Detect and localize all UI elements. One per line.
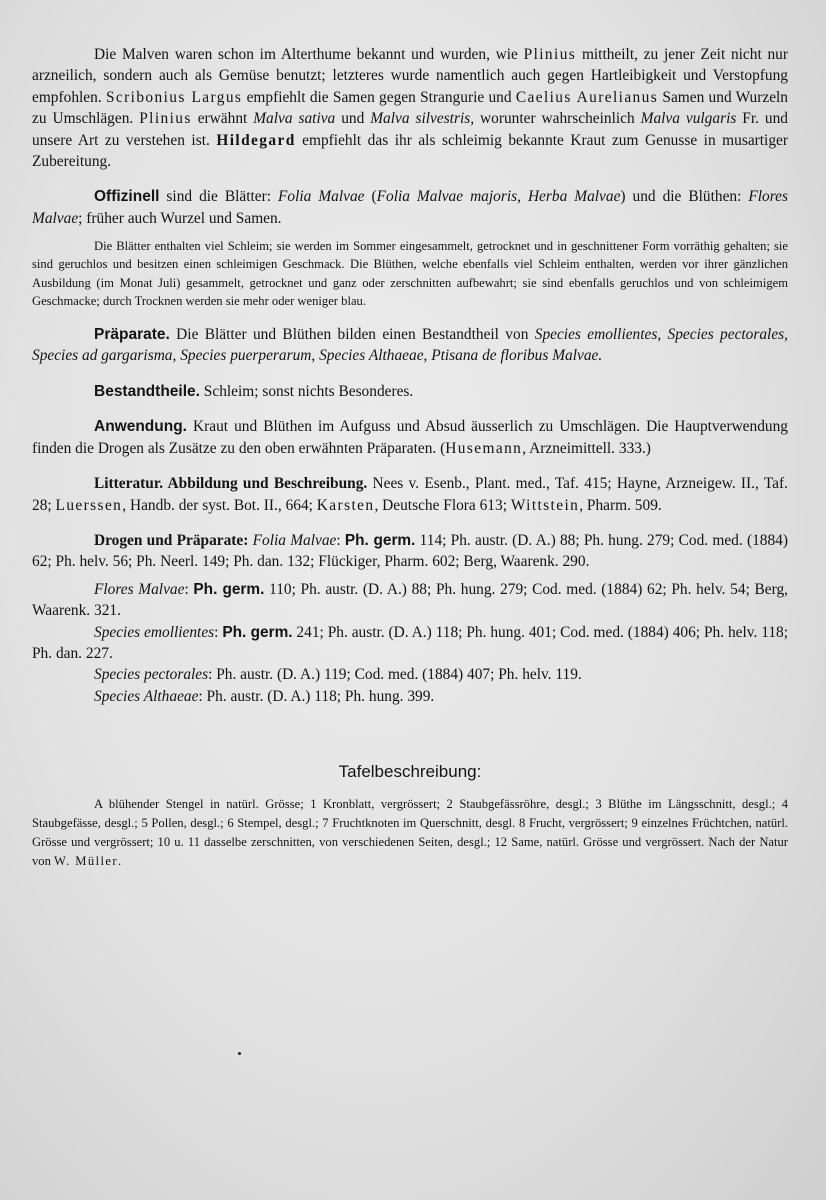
text: Die Blätter und Blüthen bilden einen Bestandtheil von	[169, 326, 535, 344]
author-name: W. Müller	[54, 853, 118, 868]
section-heading: Drogen und Präparate:	[94, 531, 249, 549]
text: erwähnt	[191, 110, 254, 128]
text: Die Malven waren schon im Alterthume bekannt und wurden, wie	[94, 46, 524, 63]
text: Fr. und unsere Art zu verstehen ist.	[32, 110, 788, 149]
text: sind die Blätter:	[159, 188, 279, 206]
plate-description-paragraph	[32, 795, 788, 871]
text: empfiehlt die Samen gegen Strangurie und	[242, 88, 516, 106]
text: 241; Ph. austr. (D. A.) 118; Ph. hung. 401; Cod. med. (1884) 406; Ph. helv. 118; Ph. dan. 227.	[32, 623, 789, 662]
species-name: Malva sativa	[253, 110, 336, 128]
text: worunter wahrscheinlich	[474, 110, 641, 128]
text: Schleim; sonst nichts Besonderes.	[199, 382, 414, 400]
bestandtheile-paragraph	[32, 381, 788, 402]
praeparate-paragraph	[32, 324, 788, 367]
text: 114; Ph. austr. (D. A.) 88; Ph. hung. 279; Cod. med. (1884) 62; Ph. helv. 56; Ph. Neerl. 149; Ph. dan. 132; Flückiger, Pharm. 602; Berg, Waarenk. 290.	[32, 531, 788, 571]
intro-paragraph	[32, 44, 788, 172]
text: : Ph. austr. (D. A.) 119; Cod. med. (1884) 407; Ph. helv. 119.	[208, 666, 582, 684]
author-name: Luerssen	[55, 496, 123, 514]
plate-description-title: Tafelbeschreibung:	[338, 762, 482, 782]
text: .	[117, 853, 122, 868]
litteratur-paragraph	[32, 473, 788, 516]
text: , Pharm. 509.	[579, 496, 662, 514]
pharmacopoeia-label: Ph. germ.	[222, 623, 293, 641]
species-name: Malva silvestris,	[370, 110, 475, 128]
text: A blühender Stengel in natürl. Grösse; 1 Kronblatt, vergrössert; 2 Staubgefässröhre, desgl.; 3 Blüthe im Längsschnitt, desgl.; 4 Staubgefässe, desgl.; 5 Pollen, desgl.; 6 Stempel, desgl.; 7 Fruchtknoten im Querschnitt, desgl. 8 Frucht, vergrössert; 9 einzelnes Früchtchen, natürl. Grösse und vergrössert; 10 u. 11 dasselbe zerschnitten, von verschiedenen Seiten, desgl.; 12 Same, natürl. Grösse und vergrössert. Nach der Natur von	[32, 796, 788, 868]
text: empfiehlt das ihr als schleimig bekannte Kraut zum Genusse in musartiger Zubereitung.	[32, 131, 788, 171]
drogen-emollientes-paragraph: Species emollientes: Ph. germ. 241; Ph. austr. (D. A.) 118; Ph. hung. 401; Cod. med. (1884) 406; Ph. helv. 118; Ph. dan. 227.	[32, 623, 789, 662]
text: mittheilt, zu jener Zeit nicht nur arzneilich, sondern auch als Gemüse benutzt; letzteres wurde namentlich auch gegen Hartleibigkeit und Verstopfung empfohlen.	[32, 46, 788, 106]
author-name: Wittstein	[510, 496, 580, 514]
author-name: Husemann	[445, 439, 523, 457]
text: , Handb. der syst. Bot. II., 664;	[122, 496, 317, 514]
description-small-paragraph: Die Blätter enthalten viel Schleim; sie werden im Sommer eingesammelt, getrocknet und in geschnittener Form vorräthig gehalten; sie sind geruchlos und besitzen einen schleimigen Geschmack. Die Blüthen, welche ebenfalls viel Schleim enthalten, werden vor ihrer gänzlichen Ausbildung (im Monat Juli) gesammelt, getrocknet und ganz oder zerschnitten aufbewahrt; sie sind ebenfalls geruchlos und von schleimigem Geschmacke; durch Trocknen werden sie mehr oder weniger blau.	[32, 239, 788, 308]
ink-speck	[238, 1052, 241, 1055]
section-heading: Bestandtheile.	[94, 382, 200, 400]
text: ) und die Blüthen:	[620, 188, 749, 206]
drug-name: Folia Malvae	[252, 531, 337, 549]
drug-name: Folia Malvae majoris, Herba Malvae	[376, 188, 621, 206]
author-name: Plinius	[139, 110, 192, 128]
text: Kraut und Blüthen im Aufguss und Absud äusserlich zu Umschlägen. Die Hauptverwendung finden die Drogen als Zusätze zu den oben erwähnten Präparaten. (	[32, 418, 788, 457]
page-body	[32, 44, 788, 871]
text: Nees v. Esenb., Plant. med., Taf. 415; Hayne, Arzneigew. II., Taf. 28;	[32, 475, 788, 514]
drug-name: Species emollientes	[94, 623, 215, 641]
text: (	[364, 188, 377, 206]
section-heading: Präparate.	[94, 326, 170, 344]
text: Samen und Wurzeln zu Umschlägen.	[32, 88, 788, 128]
offizinell-paragraph	[32, 186, 788, 229]
section-heading: Offizinell	[94, 188, 160, 206]
text: und	[335, 110, 371, 128]
drug-name: Flores Malvae	[32, 188, 788, 227]
drogen-pectorales-paragraph	[32, 664, 788, 685]
author-name: Plinius	[523, 46, 577, 63]
text: 110; Ph. austr. (D. A.) 88; Ph. hung. 279; Cod. med. (1884) 62; Ph. helv. 54; Berg, Waarenk. 321.	[32, 580, 789, 620]
pharmacopoeia-label: Ph. germ.	[193, 580, 265, 598]
drug-name: Species Althaeae	[94, 687, 199, 705]
text: : Ph. austr. (D. A.) 118; Ph. hung. 399.	[198, 687, 435, 705]
drug-name: Folia Malvae	[278, 188, 365, 206]
drogen-folia-paragraph: Drogen und Präparate: Folia Malvae: Ph. germ. 114; Ph. austr. (D. A.) 88; Ph. hung. 279; Cod. med. (1884) 62; Ph. helv. 56; Ph. Neerl. 149; Ph. dan. 132; Flückiger, Pharm. 602; Berg, Waarenk. 290.	[32, 531, 788, 571]
drogen-flores-paragraph: Flores Malvae: Ph. germ. 110; Ph. austr. (D. A.) 88; Ph. hung. 279; Cod. med. (1884) 62; Ph. helv. 54; Berg, Waarenk. 321.	[32, 580, 789, 620]
author-name: Hildegard	[216, 131, 296, 149]
drogen-althaeae-paragraph	[32, 686, 788, 707]
preparation-list: Species emollientes, Species pectorales, Species ad gargarisma, Species puerperarum, Species Althaeae, Ptisana de floribus Malvae.	[32, 326, 789, 365]
species-name: Malva vulgaris	[640, 110, 737, 128]
author-name: Caelius Aurelianus	[515, 88, 659, 106]
section-heading: Anwendung.	[94, 418, 187, 436]
author-name: Scribonius Largus	[105, 88, 243, 106]
author-name: Karsten	[316, 496, 375, 514]
text: , Deutsche Flora 613;	[374, 496, 511, 514]
anwendung-paragraph	[32, 416, 788, 459]
drug-name: Flores Malvae	[94, 580, 185, 598]
text: , Arzneimittell. 333.)	[522, 439, 651, 457]
text: ; früher auch Wurzel und Samen.	[78, 209, 282, 227]
section-heading: Litteratur. Abbildung und Beschreibung.	[94, 475, 368, 493]
drug-name: Species pectorales	[94, 666, 209, 684]
pharmacopoeia-label: Ph. germ.	[344, 531, 416, 549]
